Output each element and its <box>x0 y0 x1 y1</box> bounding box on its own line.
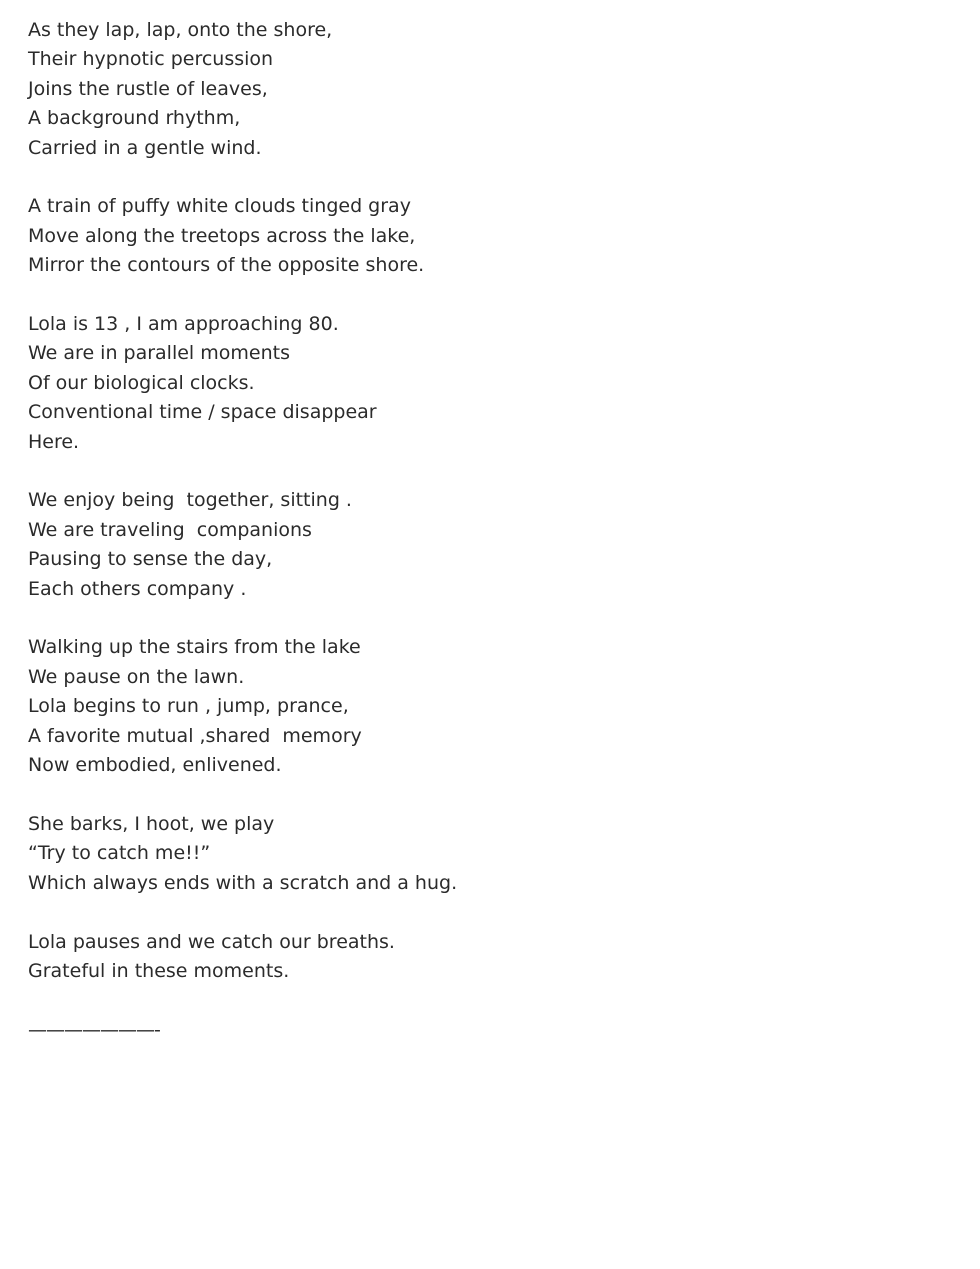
stanza-2 <box>28 192 948 280</box>
poem-line: Each others company . <box>28 577 247 600</box>
stanza-4 <box>28 486 948 604</box>
poem-line: Pausing to sense the day, <box>28 548 273 571</box>
poem-line: Now embodied, enlivened. <box>28 754 282 777</box>
poem-line: Lola is 13 , I am approaching 80. <box>28 313 339 336</box>
poem-line: We are traveling companions <box>28 518 312 541</box>
stanza-7 <box>28 928 948 987</box>
poem-line: Which always ends with a scratch and a hug. <box>28 871 458 894</box>
poem-line: We are in parallel moments <box>28 342 290 365</box>
poem-line: Their hypnotic percussion <box>28 48 274 71</box>
poem-line: A background rhythm, <box>28 107 241 130</box>
stanza-5 <box>28 633 948 780</box>
poem-line: Of our biological clocks. <box>28 371 255 394</box>
closing-rule: ———————- <box>28 1018 160 1041</box>
poem-line: As they lap, lap, onto the shore, <box>28 19 333 41</box>
poem-line: She barks, I hoot, we play <box>28 812 275 835</box>
poem-line: “Try to catch me!!” <box>28 842 211 865</box>
poem-line: Here. <box>28 430 80 453</box>
stanza-3 <box>28 310 948 457</box>
poem-line: Lola begins to run , jump, prance, <box>28 695 349 718</box>
poem-line: Move along the treetops across the lake, <box>28 224 416 247</box>
poem-line: Mirror the contours of the opposite shore. <box>28 254 425 277</box>
poem-line: Joins the rustle of leaves, <box>28 77 268 100</box>
poem-body <box>28 16 948 1045</box>
poem-line: Grateful in these moments. <box>28 959 290 982</box>
poem-line: Lola pauses and we catch our breaths. <box>28 930 395 953</box>
poem-line: A train of puffy white clouds tinged gray <box>28 195 411 218</box>
poem-line: A favorite mutual ,shared memory <box>28 724 362 747</box>
poem-line: We enjoy being together, sitting . <box>28 489 352 512</box>
stanza-6 <box>28 810 948 898</box>
poem-line: Walking up the stairs from the lake <box>28 636 361 659</box>
poem-line: Carried in a gentle wind. <box>28 136 262 159</box>
poem-line: We pause on the lawn. <box>28 665 245 688</box>
poem-line: Conventional time / space disappear <box>28 401 377 424</box>
stanza-1 <box>28 16 948 163</box>
